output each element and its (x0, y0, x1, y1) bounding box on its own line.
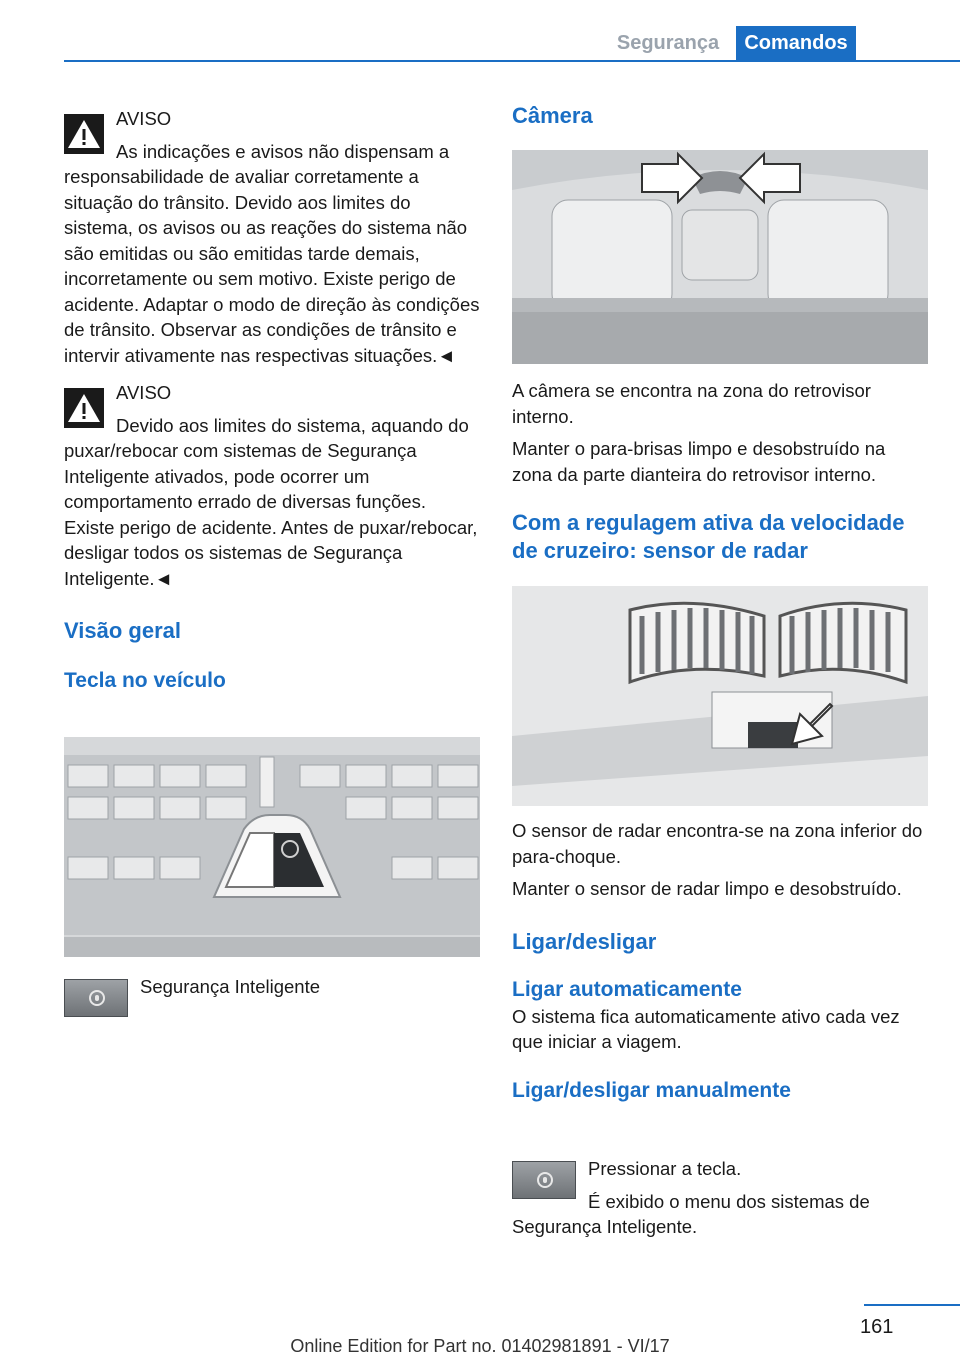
manual-heading: Ligar/desligar manualmente (512, 1078, 791, 1102)
warning-title: AVISO (116, 108, 172, 129)
warning-text: Devido aos limites do sistema, aquando do puxar/rebocar com sistemas de Segurança Inteligente ativados, pode ocorrer um comportamento errado de diversas funções. Existe perigo de acidente. Antes de puxar/rebocar, desligar todos os sistemas de Segurança Inteligente.◄ (64, 414, 478, 589)
radar-paragraph-2: Manter o sensor de radar limpo e desobstruído. (512, 878, 902, 899)
warning-icon (64, 114, 104, 154)
camera-paragraph-2: Manter o para-brisas limpo e desobstruído na zona da parte dianteira do retrovisor interno. (512, 438, 886, 485)
warning-title: AVISO (116, 382, 172, 403)
camera-text (512, 378, 928, 565)
camera-heading: Câmera (512, 103, 593, 128)
left-column (64, 100, 480, 695)
warning-block-2 (64, 380, 480, 591)
footer-edition: Online Edition for Part no. 01402981891 - VI/17 (290, 1336, 670, 1356)
manual-paragraph-1: Pressionar a tecla. (588, 1158, 742, 1179)
warning-block-1 (64, 106, 480, 368)
page-number: 161 (860, 1316, 894, 1338)
overview-heading: Visão geral (64, 618, 181, 643)
warning-text: As indicações e avisos não dispensam a responsabilidade de avaliar corretamente a situação do trânsito. Devido aos limites do sistema, os avisos ou as reações do sistema não são emitidas ou são emitidas tarde demais, incorretamente ou sem motivo. Existe perigo de acidente. Adaptar o modo de direção às condições de trânsito. Observar as condições de trânsito e intervir ativamente nas respectivas situações.◄ (64, 140, 480, 366)
camera-paragraph-1: A câmera se encontra na zona do retrovisor interno. (512, 380, 871, 427)
radar-paragraph-1: O sensor de radar encontra-se na zona inferior do para-choque. (512, 820, 923, 867)
radar-sensor-image (512, 586, 928, 806)
header-rule (64, 60, 960, 62)
manual-text (512, 1156, 928, 1247)
onoff-heading: Ligar/desligar (512, 928, 657, 954)
button-heading: Tecla no veículo (64, 669, 226, 692)
auto-heading: Ligar automaticamente (512, 977, 742, 1001)
auto-paragraph: O sistema fica automaticamente ativo cada vez que iniciar a viagem. (512, 1005, 900, 1052)
right-column (512, 100, 928, 130)
intelligent-safety-button-icon (64, 979, 128, 1017)
warning-icon (64, 388, 104, 428)
manual-paragraph-2: É exibido o menu dos sistemas de Segurança Inteligente. (512, 1190, 870, 1237)
camera-image (512, 150, 928, 364)
page-header (0, 0, 960, 62)
radar-text (512, 818, 928, 1105)
radar-heading: Com a regulagem ativa da velocidade de cruzeiro: sensor de radar (512, 510, 905, 563)
footer-rule (864, 1304, 960, 1306)
section-tab[interactable]: Segurança (616, 32, 720, 54)
grille-button-image (64, 737, 480, 957)
chapter-tab[interactable]: Comandos (736, 26, 856, 60)
button-label: Segurança Inteligente (140, 976, 320, 997)
